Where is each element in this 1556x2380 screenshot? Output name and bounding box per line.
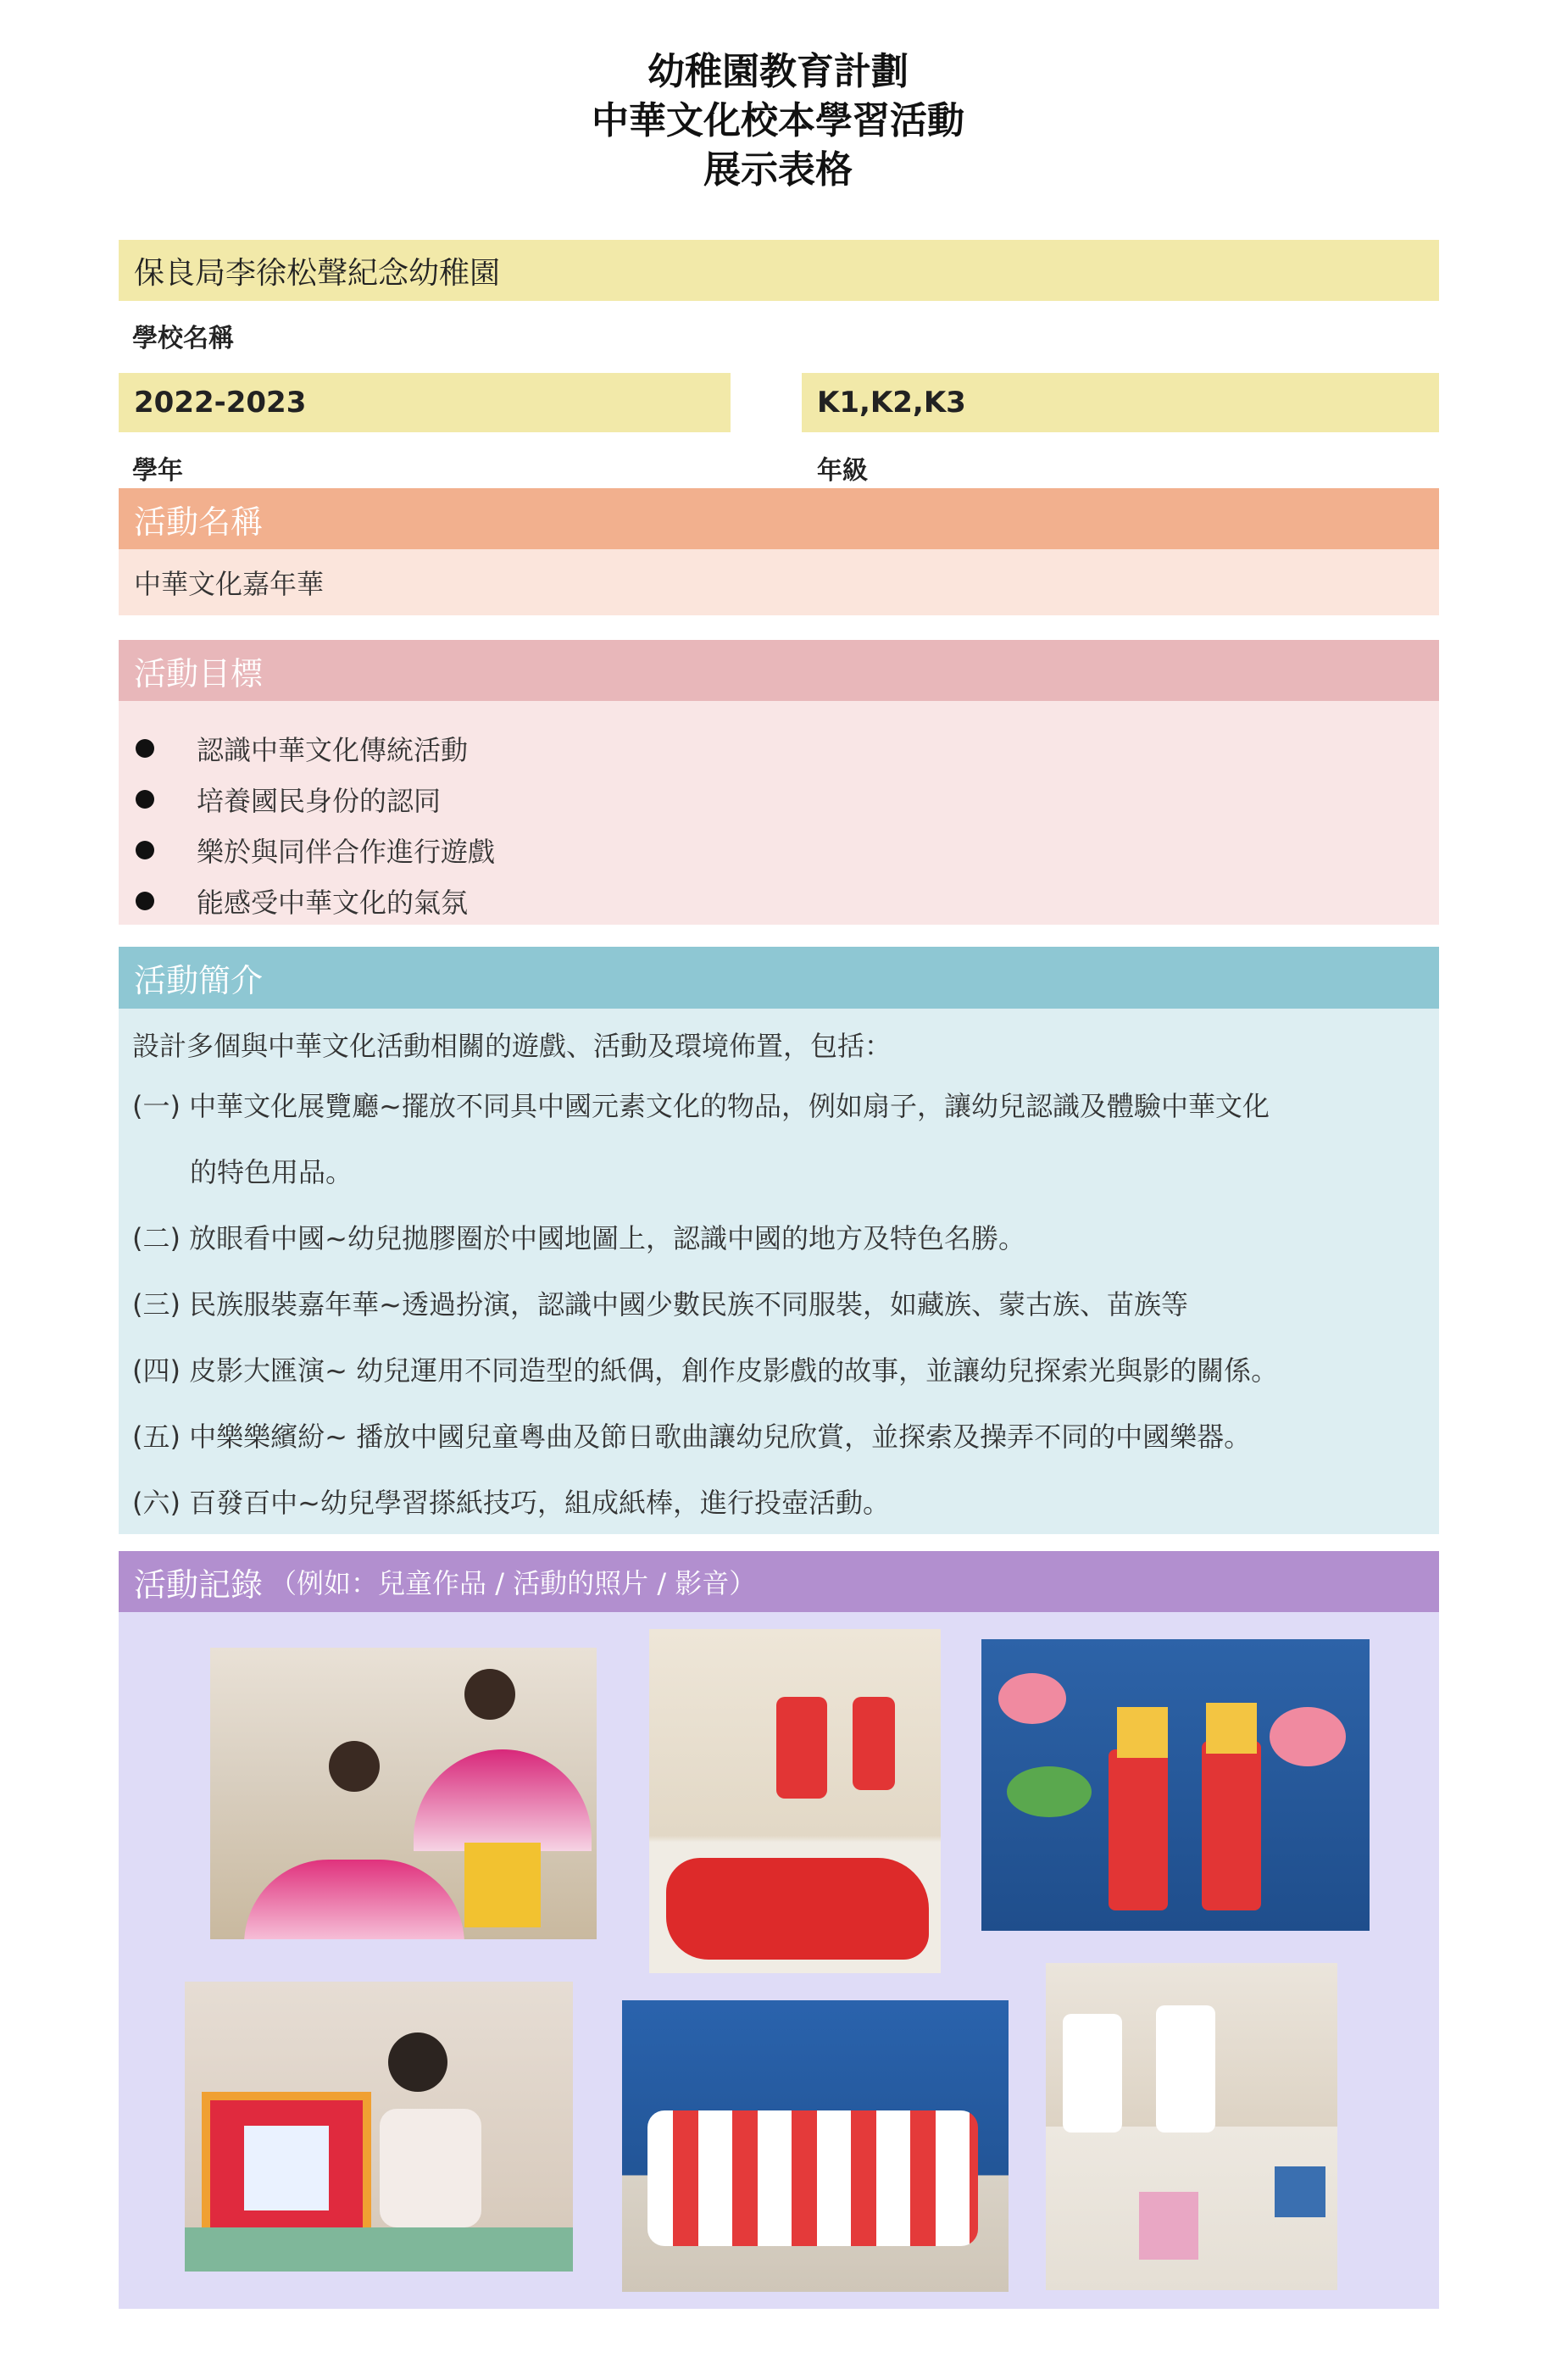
activity-name-value: 中華文化嘉年華 xyxy=(134,568,325,600)
activity-photo-pitch-pot xyxy=(1046,1963,1337,2290)
school-year-label: 學年 xyxy=(132,456,183,486)
photo-gallery xyxy=(119,1612,1439,2309)
intro-line: (二) 放眼看中國~幼兒拋膠圈於中國地圖上，認識中國的地方及特色名勝。 xyxy=(132,1222,1025,1254)
objectives-heading: 活動目標 xyxy=(134,654,264,692)
bullet-icon xyxy=(136,790,154,809)
list-item: 能感受中華文化的氣氛 xyxy=(119,876,1439,926)
title-line-3: 展示表格 xyxy=(703,148,853,192)
grade-value: K1,K2,K3 xyxy=(817,386,966,420)
school-name-label: 學校名稱 xyxy=(132,324,234,353)
school-name-field xyxy=(119,240,1439,301)
intro-header xyxy=(119,947,1439,1009)
activity-photo-costumes xyxy=(981,1639,1370,1931)
activity-photo-fans xyxy=(210,1648,597,1939)
activity-name-header xyxy=(119,488,1439,549)
bullet-icon xyxy=(136,739,154,758)
intro-line: (六) 百發百中~幼兒學習搽紙技巧，組成紙棒，進行投壺活動。 xyxy=(132,1487,890,1519)
intro-line: (四) 皮影大匯演~ 幼兒運用不同造型的紙偶，創作皮影戲的故事，並讓幼兒探索光與影的關係。 xyxy=(132,1354,1279,1387)
school-year-field xyxy=(119,373,731,432)
objectives-header xyxy=(119,640,1439,701)
intro-line: (一) 中華文化展覽廳~擺放不同具中國元素文化的物品，例如扇子，讓幼兒認識及體驗中華文化 xyxy=(132,1090,1270,1122)
records-note: （例如：兒童作品 / 活動的照片 / 影音） xyxy=(270,1567,757,1599)
records-heading: 活動記錄 xyxy=(134,1565,264,1604)
activity-name-field xyxy=(119,549,1439,615)
grade-label: 年級 xyxy=(817,456,868,486)
school-year-value: 2022-2023 xyxy=(134,386,307,420)
intro-heading: 活動簡介 xyxy=(134,962,264,999)
list-item: 樂於與同伴合作進行遊戲 xyxy=(119,825,1439,876)
list-item: 認識中華文化傳統活動 xyxy=(119,723,1439,774)
document-title xyxy=(0,47,1556,195)
intro-line: (五) 中樂樂繽紛~ 播放中國兒童粵曲及節日歌曲讓幼兒欣賞，並探索及操弄不同的中國樂器。 xyxy=(132,1421,1252,1453)
records-header xyxy=(119,1551,1439,1612)
activity-name-heading: 活動名稱 xyxy=(134,503,264,541)
title-line-2: 中華文化校本學習活動 xyxy=(592,99,964,142)
bullet-icon xyxy=(136,841,154,859)
grade-field xyxy=(802,373,1439,432)
intro-line: 設計多個與中華文化活動相關的遊戲、活動及環境佈置，包括： xyxy=(132,1030,892,1062)
school-name-value: 保良局李徐松聲紀念幼稚園 xyxy=(134,255,501,291)
activity-photo-map xyxy=(649,1629,941,1973)
intro-body xyxy=(119,1009,1439,1534)
objectives-list xyxy=(119,701,1439,925)
intro-line: 的特色用品。 xyxy=(190,1156,353,1188)
title-line-1: 幼稚園教育計劃 xyxy=(647,50,909,93)
activity-photo-shadow-puppet xyxy=(185,1982,573,2272)
list-item: 培養國民身份的認同 xyxy=(119,774,1439,825)
activity-photo-group xyxy=(622,2000,1009,2292)
intro-line: (三) 民族服裝嘉年華~透過扮演，認識中國少數民族不同服裝，如藏族、蒙古族、苗族等 xyxy=(132,1288,1188,1321)
bullet-icon xyxy=(136,892,154,910)
